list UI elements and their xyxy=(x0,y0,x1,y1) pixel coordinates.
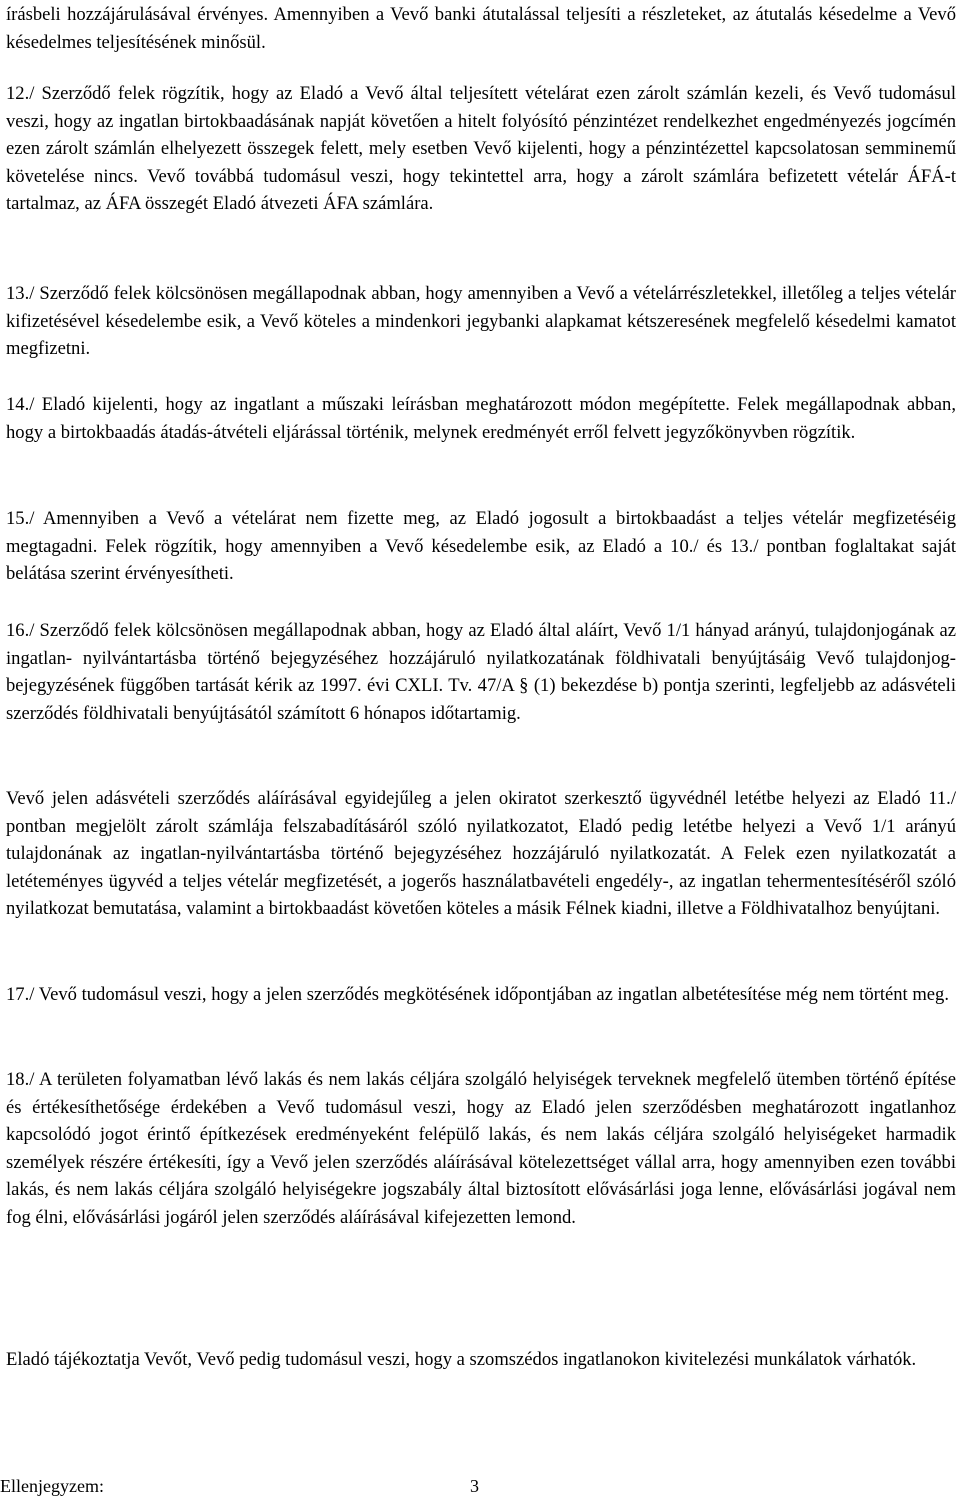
document-page xyxy=(6,0,956,1499)
paragraph-continuation: írásbeli hozzájárulásával érvényes. Amennyiben a Vevő banki átutalással teljesíti a részleteket, az átutalás késedelme a Vevő késedelmes teljesítésének minősül. xyxy=(6,4,956,53)
paragraph-17: 17./ Vevő tudomásul veszi, hogy a jelen szerződés megkötésének időpontjában az ingatlan albetétesítése még nem történt meg. xyxy=(6,984,950,1005)
paragraph-neighbour-notice: Eladó tájékoztatja Vevőt, Vevő pedig tudomásul veszi, hogy a szomszédos ingatlanokon kivitelezési munkálatok várhatók. xyxy=(6,1349,917,1370)
paragraph-14: 14./ Eladó kijelenti, hogy az ingatlant a műszaki leírásban meghatározott módon megépítette. Felek megállapodnak abban, hogy a birtokbaadás átadás-átvételi eljárással történik, melynek eredményét erről felvett jegyzőkönyvben rögzítik. xyxy=(6,394,956,443)
page-number: 3 xyxy=(470,1476,479,1496)
paragraph-18: 18./ A területen folyamatban lévő lakás és nem lakás céljára szolgáló helyiségek terveknek megfelelő ütemben történő építése és értékesíthetősége érdekében a Vevő tudomásul veszi, hogy az Eladó jelen szerződésben meghatározott ingatlanhoz kapcsolódó jogot érintő építkezések eredményeként felépülő lakás, és nem lakás céljára szolgáló helyiségeket harmadik személyek részére értékesíti, így a Vevő jelen szerződés aláírásával kötelezettséget vállal arra, hogy amennyiben ezen további lakás, és nem lakás céljára szolgáló helyiségekre jogszabály által biztosított elővásárlási joga lenne, elővásárlási jogával nem fog élni, elővásárlási jogáról jelen szerződés aláírásával kifejezetten lemond. xyxy=(6,1069,956,1228)
paragraph-13: 13./ Szerződő felek kölcsönösen megállapodnak abban, hogy amennyiben a Vevő a vételárrészletekkel, illetőleg a teljes vételár kifizetésével késedelembe esik, a Vevő köteles a mindenkori jegybanki alapkamat kétszeresének megfelelő késedelmi kamatot megfizetni. xyxy=(6,283,956,360)
paragraph-escrow: Vevő jelen adásvételi szerződés aláírásával egyidejűleg a jelen okiratot szerkesztő ügyvédnél letétbe helyezi az Eladó 11./ pontban megjelölt zárolt számlája felszabadításáról szóló nyilatkozatot, Eladó pedig letétbe helyezi a Vevő 1/1 arányú tulajdonának az ingatlan-nyilvántartásba történő bejegyzéséhez hozzájáruló nyilatkozatát. A Felek ezen nyilatkozatát a letéteményes ügyvéd a teljes vételár megfizetését, a jogerős használatbavételi engedély-, az ingatlan tehermentesítéséről szóló nyilatkozat bemutatása, valamint a birtokbaadást követően köteles a másik Félnek kiadni, illetve a Földhivatalhoz benyújtani. xyxy=(6,788,956,920)
paragraph-16: 16./ Szerződő felek kölcsönösen megállapodnak abban, hogy az Eladó által aláírt, Vevő 1/1 hányad arányú, tulajdonjogának az ingatlan- nyilvántartásba történő bejegyzéséhez hozzájáruló nyilatkozatának földhivatali benyújtásáig Vevő tulajdonjog-bejegyzésének függőben tartását kérik az 1997. évi CXLI. Tv. 47/A § (1) bekezdése b) pontja szerinti, legfeljebb az adásvételi szerződés földhivatali benyújtásától számított 6 hónapos időtartamig. xyxy=(6,620,956,724)
paragraph-15: 15./ Amennyiben a Vevő a vételárat nem fizette meg, az Eladó jogosult a birtokbaadást a teljes vételár megfizetéséig megtagadni. Felek rögzítik, hogy amennyiben a Vevő késedelembe esik, az Eladó a 10./ és 13./ pontban foglaltakat saját belátása szerint érvényesítheti. xyxy=(6,508,956,585)
paragraph-12: 12./ Szerződő felek rögzítik, hogy az Eladó a Vevő által teljesített vételárat ezen zárolt számlán kezeli, és Vevő tudomásul veszi, hogy az ingatlan birtokbaadásának napját követően a hitelt folyósító pénzintézet rendelkezhet engedményezés jogcímén ezen zárolt számlán elhelyezett összegek felett, mely esetben Vevő kijelenti, hogy a pénzintézettel kapcsolatosan semminemű követelése nincs. Vevő továbbá tudomásul veszi, hogy tekintettel arra, hogy a zárolt számlára befizetett vételár ÁFÁ-t tartalmaz, az ÁFA összegét Eladó átvezeti ÁFA számlára. xyxy=(6,83,956,215)
page-footer xyxy=(0,1474,950,1498)
countersign-label: Ellenjegyzem: xyxy=(0,1476,104,1496)
